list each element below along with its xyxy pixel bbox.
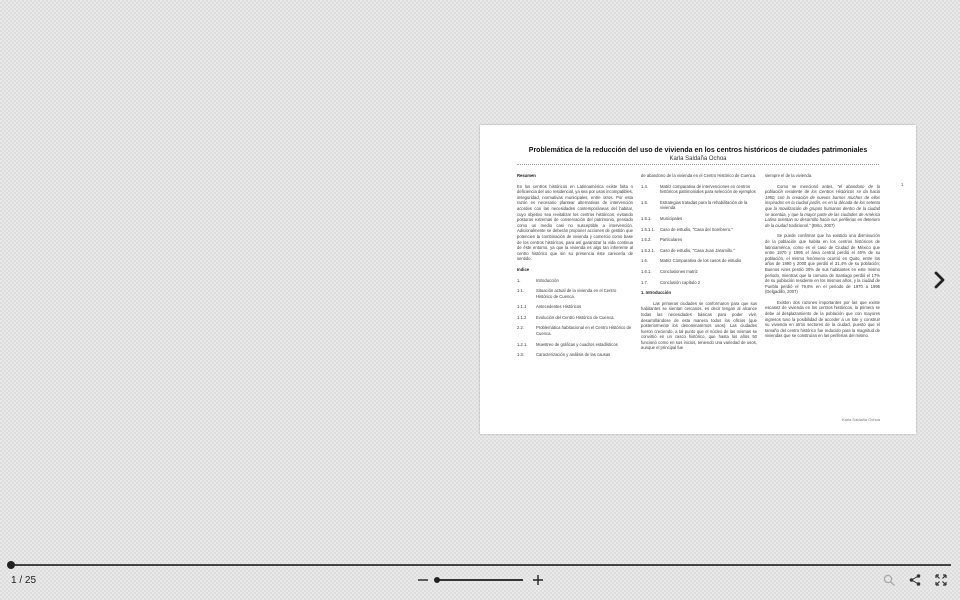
- index-entry-number: 1.6.: [641, 258, 648, 264]
- zoom-slider-handle[interactable]: [434, 577, 440, 583]
- text-column-3: [765, 173, 880, 344]
- index-list-continued: [641, 184, 757, 286]
- index-entry: [517, 352, 633, 358]
- page-footer: Karla Saldaña Ochoa: [841, 417, 880, 422]
- text-column-2: [641, 173, 757, 356]
- search-button[interactable]: [882, 573, 896, 587]
- index-entry-title: Problemática habitacional en el Centro Histórico de Cuenca.: [536, 325, 632, 337]
- index-entry: [517, 278, 633, 284]
- index-entry-number: 1.1.: [517, 288, 524, 294]
- abstract-text: En los centros históricos en Latinoamérica existe falta o deficiencia del uso residencial, ya sea por usos incompatibles, inseguridad, normativas municipales, entre otros. Por esta razón es necesario plantear alternativas de intervención acordes con las necesidades contemporáneas del habitar, cuyo objetivo sea revitalizar los centros históricos, evitando posturas extremas de conservación del patrimonio, pensado como un medio casi no susceptible a intervención. Adicionalmente se deberán proponer acciones de gestión que potencien la combinación de vivienda y comercio como base de los centros históricos, para así garantizar la vida continua de éste entorno, ya que la vivienda es algo tan inherente al centro histórico que sin su presencia éste carecería de sentido.: [517, 183, 633, 262]
- index-entry-title: Conclusión capítulo 2: [660, 279, 701, 285]
- index-entry-number: 1.6.1.: [641, 268, 652, 274]
- index-entry-title: Estrategias tratadas para la rehabilitación de la vivienda: [660, 199, 748, 211]
- intro-paragraph: Las primeras ciudades se conformaron para que sus habitantes se sientan cercanos, es decir tengan al alcance todas las necesidades básicas para poder vivir, desarrollándose de esta manera todos los oficios (que posteriormente los denominaremos usos). Las ciudades fueron creciendo, a tal punto que el núcleo de las mismas se convirtió en un casco histórico, que hasta los años 50 funcionó como en sus inicios, teniendo una variedad de usos, aunque el principal fue: [641, 300, 757, 351]
- index-entry: [517, 342, 633, 348]
- minus-icon: [416, 573, 430, 587]
- index-heading: Indice: [517, 266, 530, 272]
- intro-heading: 1. Introducción: [641, 290, 672, 296]
- zoom-out-button[interactable]: [416, 573, 430, 587]
- continuation-text: siempre el de la vivienda.: [765, 173, 813, 178]
- index-entry-title: Muestreo de gráficas y cuadros estadísticos: [536, 341, 618, 347]
- share-button[interactable]: [908, 573, 922, 587]
- document-author: Karla Saldaña Ochoa: [669, 156, 727, 162]
- zoom-slider[interactable]: [437, 579, 523, 581]
- index-entry-number: 1.5.1.1.: [641, 226, 655, 232]
- index-entry: [517, 304, 633, 310]
- index-entry-title: Caracterización y análisis de las causas: [536, 352, 611, 358]
- index-entry-number: 1.3.: [517, 352, 524, 358]
- index-entry-title: Municipales: [660, 215, 683, 221]
- index-entry-title: Situación actual de la vivienda en el Centro Histórico de Cuenca.: [536, 288, 617, 299]
- text-column-1: [517, 173, 633, 363]
- index-entry: [641, 227, 757, 233]
- index-entry: [641, 258, 757, 264]
- index-entry-title: Matriz Comparativa de los casos de estudio: [660, 258, 742, 264]
- search-icon: [882, 573, 896, 587]
- plus-icon: [531, 573, 545, 587]
- index-entry: [517, 288, 633, 299]
- index-entry: [517, 325, 633, 336]
- toc-continuation: de abandono de la vivienda en el Centro Histórico de Cuenca.: [641, 173, 757, 178]
- index-entry: [641, 216, 757, 222]
- index-entry: [641, 280, 757, 286]
- quote-citation: (Brito, 2007): [811, 222, 835, 228]
- margin-page-number: 1: [901, 182, 904, 187]
- abstract-heading: Resumen: [517, 173, 536, 178]
- reasons-paragraph: Existen dos razones importantes por las que existe escasez de vivienda en los centros históricos, la primera se debe al desplazamiento de la población que con mayores ingresos tuvo la posibilidad de acceder a un lote y construir su vivienda en otros sectores de la ciudad, puesto que el tamaño del centro histórico fue reducido para la magnitud de viviendas que se construían en las periferias del mismo.: [765, 299, 880, 339]
- page-indicator: 1 / 25: [11, 575, 37, 586]
- index-entry: [641, 269, 757, 275]
- index-entry-title: Conclusiones matriz: [660, 268, 698, 274]
- index-entry-title: Caso de estudio, "Casa del Sombrero.": [660, 226, 733, 232]
- quote-paragraph: [765, 184, 880, 229]
- index-entry-title: Particulares: [660, 237, 683, 243]
- quote-lead: Como se mencionó antes,: [777, 183, 834, 189]
- index-entry-number: 2.2.: [517, 325, 524, 331]
- index-entry-number: 1.5.2.1.: [641, 247, 655, 253]
- index-entry-number: 1.1.2: [517, 314, 527, 320]
- zoom-in-button[interactable]: [531, 573, 545, 587]
- index-entry: [641, 248, 757, 254]
- index-entry-number: 1.4.: [641, 183, 648, 189]
- fullscreen-button[interactable]: [934, 573, 948, 587]
- index-entry-number: 1.5.: [641, 199, 648, 205]
- index-entry-title: Antecedentes Históricos: [536, 304, 582, 310]
- quote-text: "el abandono de la población residente de los Centros Históricos se da hacia 1950, con la creación de nuevos barrios muchos de ellos inspirados en la ciudad jardín, es en la década de los setenta que la movilización de grupos humanos dentro de la ciudad se acentúa, y que la mayor parte de las ciudades de América Latina orientan su desarrollo hacia sus periferias en deterioro de la ciudad tradicional.": [765, 183, 880, 228]
- title-divider: [517, 164, 879, 165]
- progress-handle[interactable]: [7, 561, 15, 569]
- document-title: Problemática de la reducción del uso de vivienda en los centros históricos de ciudades patrimoniales: [528, 147, 868, 154]
- population-paragraph: Se puede confirmar que ha existido una disminución de la población que habita en los centros históricos de latinoamérica, como es el caso de Ciudad de México que entre 1970 y 1995 el área central perdió el 40% de su población, el mismo fenómeno ocurrió en Quito, entre los años de 1990 y 2000 que perdió el 31,4% de su población; Buenos Aires perdió 30% de sus habitantes en este mismo periodo, mientras que la comuna de Santiago perdió el 17% de su población residente en los mismos años, y la ciudad de Puebla perdió el 79,6% en el periodo de 1970 a 1995 (Delgadillo, 2007): [765, 233, 880, 295]
- chevron-right-icon: [933, 271, 947, 289]
- index-entry-number: 1.1.1: [517, 304, 527, 310]
- index-entry: [641, 200, 757, 211]
- index-entry-number: 1.5.2.: [641, 237, 652, 243]
- index-entry: [641, 237, 757, 243]
- index-entry: [641, 184, 757, 195]
- index-entry-title: Matriz comparativa de intervenciones en centros históricos patrimoniales para selección de ejemplos: [660, 183, 756, 195]
- index-entry: [517, 315, 633, 321]
- index-entry-number: 1.5.1.: [641, 215, 652, 221]
- index-entry-title: Introducción: [536, 277, 559, 283]
- page-progress-bar[interactable]: [9, 564, 951, 566]
- next-page-button[interactable]: [927, 266, 953, 294]
- index-entry-title: Caso de estudio, "Casa Juan Jaramillo.": [660, 247, 735, 253]
- index-list: [517, 278, 633, 358]
- share-icon: [908, 573, 922, 587]
- index-entry-number: 1.2.1.: [517, 341, 528, 347]
- index-entry-title: Evolución del Centro Histórico de Cuenca.: [536, 314, 615, 320]
- document-page: [480, 125, 916, 434]
- index-entry-number: 1.7.: [641, 279, 648, 285]
- fullscreen-icon: [934, 573, 948, 587]
- index-entry-number: 1.: [517, 277, 521, 283]
